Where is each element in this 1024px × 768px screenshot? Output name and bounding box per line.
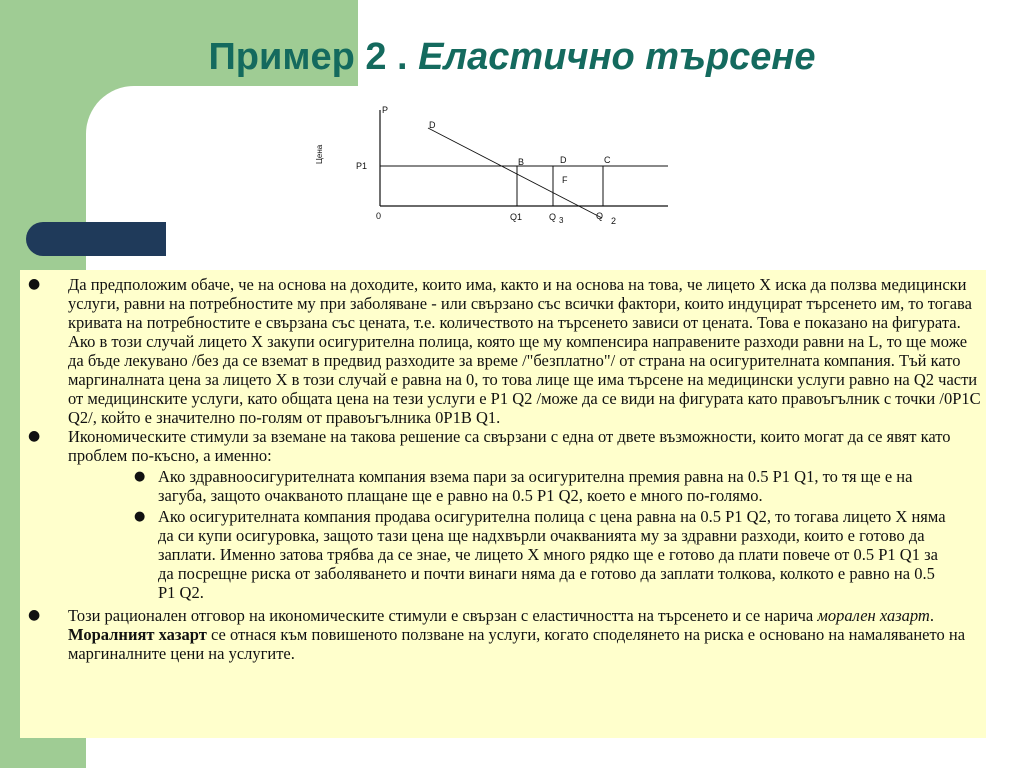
bullet-3-text-a: Този рационален отговор на икономическите стимули е свързан с еластичността на търсенето и се нарича [68,606,818,625]
sub-bullet-2 [20,507,986,602]
point-c-label: C [604,155,611,165]
q2-label-main: Q [596,211,604,221]
demand-diagram [166,94,882,262]
bullet-3-text-b: . [929,606,934,625]
bullet-2-text: Икономическите стимули за вземане на такова решение са свързани с една от двете възможности, които могат да се явят като проблем по-късно, а именно: [68,427,951,465]
moral-hazard-italic: морален хазарт [817,606,930,625]
point-b-label: B [518,157,525,167]
q3-label-sub: 3 [559,216,564,225]
sub-bullet-1 [20,467,986,505]
point-d-top-label: D [429,120,436,130]
p-axis-label: P [382,105,389,115]
bullet-3 [20,606,986,663]
bullet-dot-icon: ● [28,607,41,623]
bullet-dot-icon: ● [28,428,41,444]
demand-curve-line [428,128,602,218]
slide-title [0,36,1024,79]
moral-hazard-bold: Моралният хазарт [68,625,207,644]
bullet-2 [20,427,986,465]
title-normal: Пример 2 . [208,36,419,78]
origin-label: 0 [376,211,382,221]
body-text-box [20,270,986,738]
demand-diagram-svg [166,94,882,262]
sub-bullet-dot-icon: ● [134,469,146,484]
title-italic: Еластично търсене [418,36,816,78]
bullet-1 [20,275,986,427]
point-d-mid-label: D [560,155,567,165]
vertical-side-label: Цена [315,144,324,164]
q1-label: Q1 [510,212,523,222]
q2-label-sub: 2 [611,216,617,226]
sub-bullet-2-text: Ако осигурителната компания продава осигурителна полица с цена равна на 0.5 P1 Q2, то тогава лицето Х няма да си купи осигуровка, защото тази цена ще надхвърли очакванията му за здравни разходи, които е готово да заплати. Именно затова трябва да се знае, че лицето Х много рядко ще е готово да плати повече от 0.5 P1 Q1 за да посрещне риска от заболяването и почти винаги няма да е готово да заплати толкова, колкото е равно на 0.5 P1 Q2. [158,507,946,602]
point-f-label: F [562,175,568,185]
sub-bullet-dot-icon: ● [134,509,146,524]
bullet-1-text: Да предположим обаче, че на основа на доходите, които има, както и на основа на това, че лицето Х иска да ползва медицински услуги, равни на потребностите му при заболяване - или свързано със всички фактори, които индуцират търсенето им, то тогава кривата на потребностите е свързана със цената, т.е. количеството на търсенето зависи от цената. Това е показано на фигурата. Ако в този случай лицето Х закупи осигурителна полица, която ще му компенсира направените разходи равни на L, то ще може да бъде лекувано /без да се вземат в предвид разходите за време /"безплатно"/ от страна на осигурителната компания. Тъй като маргиналната цена за лицето Х в този случай е равна на 0, то това лице ще има търсене на медицински услуги равно на Q2 части от медицинските услуги, като общата цена на тези услуги е P1 Q2 /може да се види на фигурата като правоъгълник с точки /0P1C Q2/, който е значително по-голям от правоъгълника 0P1B Q1. [68,275,981,427]
q3-label-main: Q [549,212,557,222]
bullet-dot-icon: ● [28,276,41,292]
sub-bullet-1-text: Ако здравноосигурителната компания взема пари за осигурителна премия равна на 0.5 P1 Q1, то тя ще е на загуба, защото очакваното плащане ще е равно на 0.5 P1 Q2, което е много по-голямо. [158,467,913,505]
bullet-3-text-c: се отнася към повишеното ползване на услуги, когато споделянето на риска е основано на намаляването на маргиналните цени на услугите. [68,625,966,663]
p1-label: P1 [356,161,368,171]
